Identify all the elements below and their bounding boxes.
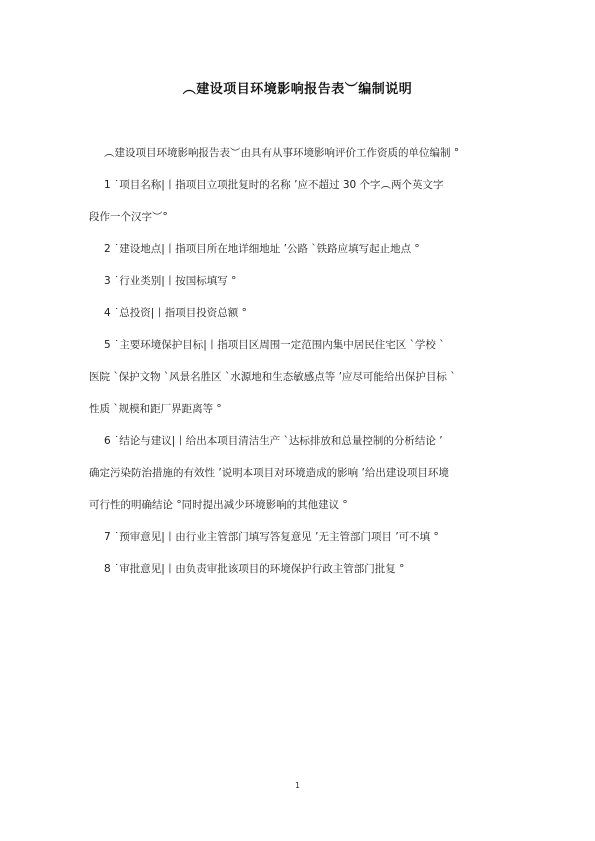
paragraph-line: 8 ˙审批意见|丨由负责审批该项目的环境保护行政主管部门批复 °	[104, 563, 405, 575]
paragraph-line: 6 ˙结论与建议|丨给出本项目清洁生产 ˋ达标排放和总量控制的分析结论 ’	[104, 435, 443, 447]
paragraph-line: 2 ˙建设地点|丨指项目所在地详细地址 ’公路 ˋ铁路应填写起止地点 °	[104, 243, 420, 255]
paragraph-line: 7 ˙预审意见|丨由行业主管部门填写答复意见 ’无主管部门项目 ’可不填 °	[104, 531, 439, 543]
paragraph-line: 可行性的明确结论 °同时提出减少环境影响的其他建议 °	[89, 499, 348, 511]
paragraph-line: 性质 ˋ规模和距厂界距离等 °	[89, 403, 222, 415]
paragraph-line: 确定污染防治措施的有效性 ’说明本项目对环境造成的影响 ’给出建设项目环境	[89, 467, 449, 479]
paragraph-line: 5 ˙主要环境保护目标|丨指项目区周围一定范围内集中居民住宅区 ˋ学校 ˋ	[104, 339, 445, 351]
paragraph-line: 4 ˙总投资|丨指项目投资总额 °	[104, 307, 247, 319]
paragraph-line: 3 ˙行业类别|丨按国标填写 °	[104, 275, 237, 287]
paragraph-line: 1 ˙项目名称|丨指项目立项批复时的名称 ’应不超过 30 个字︵两个英文字	[104, 179, 444, 191]
document-title: ︵建设项目环境影响报告表︶编制说明	[182, 82, 413, 97]
paragraph-line: ︵建设项目环境影响报告表︶由具有从事环境影响评价工作资质的单位编制 °	[104, 147, 460, 159]
page-number: 1	[294, 781, 301, 790]
paragraph-line: 医院 ˋ保护文物 ˋ风景名胜区 ˋ水源地和生态敏感点等 ’应尽可能给出保护目标 ˋ	[89, 371, 456, 383]
paragraph-line: 段作一个汉字︶°	[89, 211, 168, 223]
